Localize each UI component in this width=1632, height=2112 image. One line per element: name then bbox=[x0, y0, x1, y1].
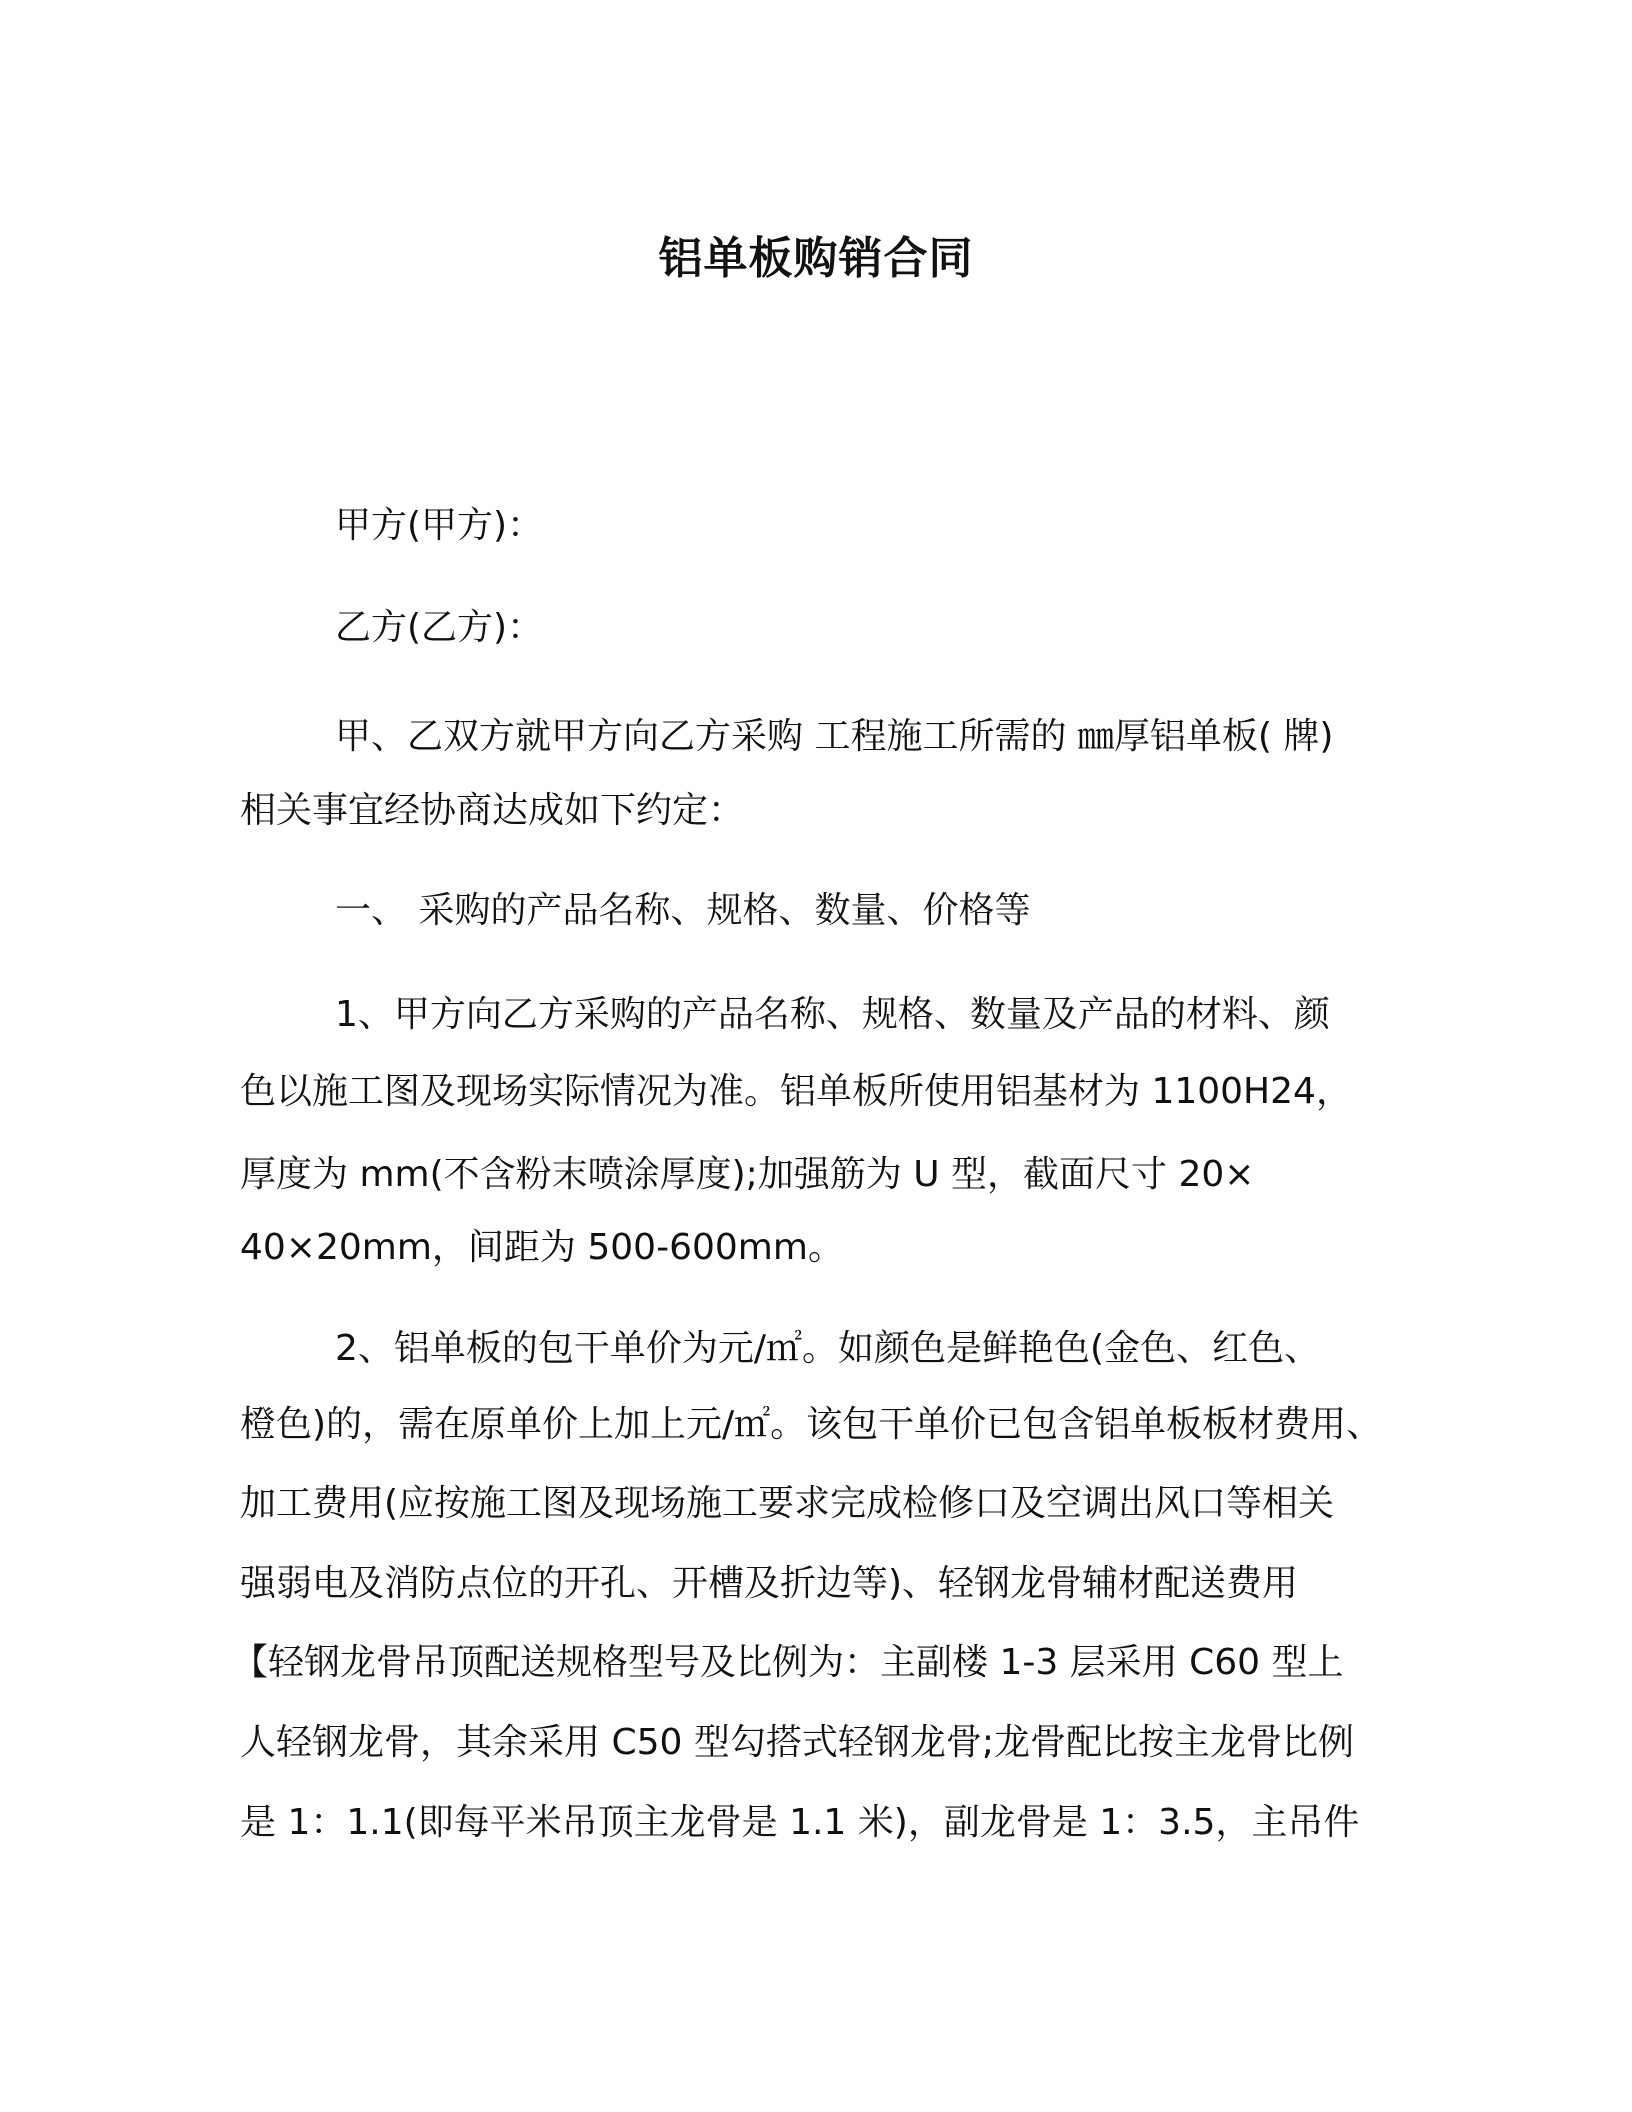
clause-1-line-3: 厚度为 mm(不含粉末喷涂厚度);加强筋为 U 型，截面尺寸 20× bbox=[240, 1154, 1255, 1195]
document-title: 铝单板购销合同 bbox=[658, 233, 974, 284]
clause-1-line-2: 色以施工图及现场实际情况为准。铝单板所使用铝基材为 1100H24， bbox=[240, 1071, 1352, 1112]
clause-1-line-4: 40×20mm，间距为 500-600mm。 bbox=[240, 1227, 844, 1268]
party-a-line: 甲方(甲方)： bbox=[335, 505, 544, 546]
party-b-line: 乙方(乙方)： bbox=[335, 607, 544, 648]
clause-2-line-1: 2、铝单板的包干单价为元/㎡。如颜色是鲜艳色(金色、红色、 bbox=[335, 1328, 1321, 1369]
intro-line-1: 甲、乙双方就甲方向乙方采购 工程施工所需的 ㎜厚铝单板( 牌) bbox=[335, 716, 1334, 757]
clause-2-line-2: 橙色)的，需在原单价上加上元/㎡。该包干单价已包含铝单板板材费用、 bbox=[240, 1404, 1383, 1445]
clause-2-line-6: 人轻钢龙骨，其余采用 C50 型勾搭式轻钢龙骨;龙骨配比按主龙骨比例 bbox=[240, 1722, 1354, 1763]
clause-1-line-1: 1、甲方向乙方采购的产品名称、规格、数量及产品的材料、颜 bbox=[335, 994, 1330, 1035]
section-1-heading: 一、 采购的产品名称、规格、数量、价格等 bbox=[335, 890, 1031, 931]
intro-line-2: 相关事宜经协商达成如下约定： bbox=[240, 790, 745, 831]
clause-2-line-7: 是 1：1.1(即每平米吊顶主龙骨是 1.1 米)，副龙骨是 1：3.5，主吊件 bbox=[240, 1802, 1360, 1843]
clause-2-line-4: 强弱电及消防点位的开孔、开槽及折边等)、轻钢龙骨辅材配送费用 bbox=[240, 1563, 1299, 1604]
clause-2-line-3: 加工费用(应按施工图及现场施工要求完成检修口及空调出风口等相关 bbox=[240, 1483, 1335, 1524]
clause-2-line-5: 【轻钢龙骨吊顶配送规格型号及比例为：主副楼 1-3 层采用 C60 型上 bbox=[232, 1642, 1344, 1683]
